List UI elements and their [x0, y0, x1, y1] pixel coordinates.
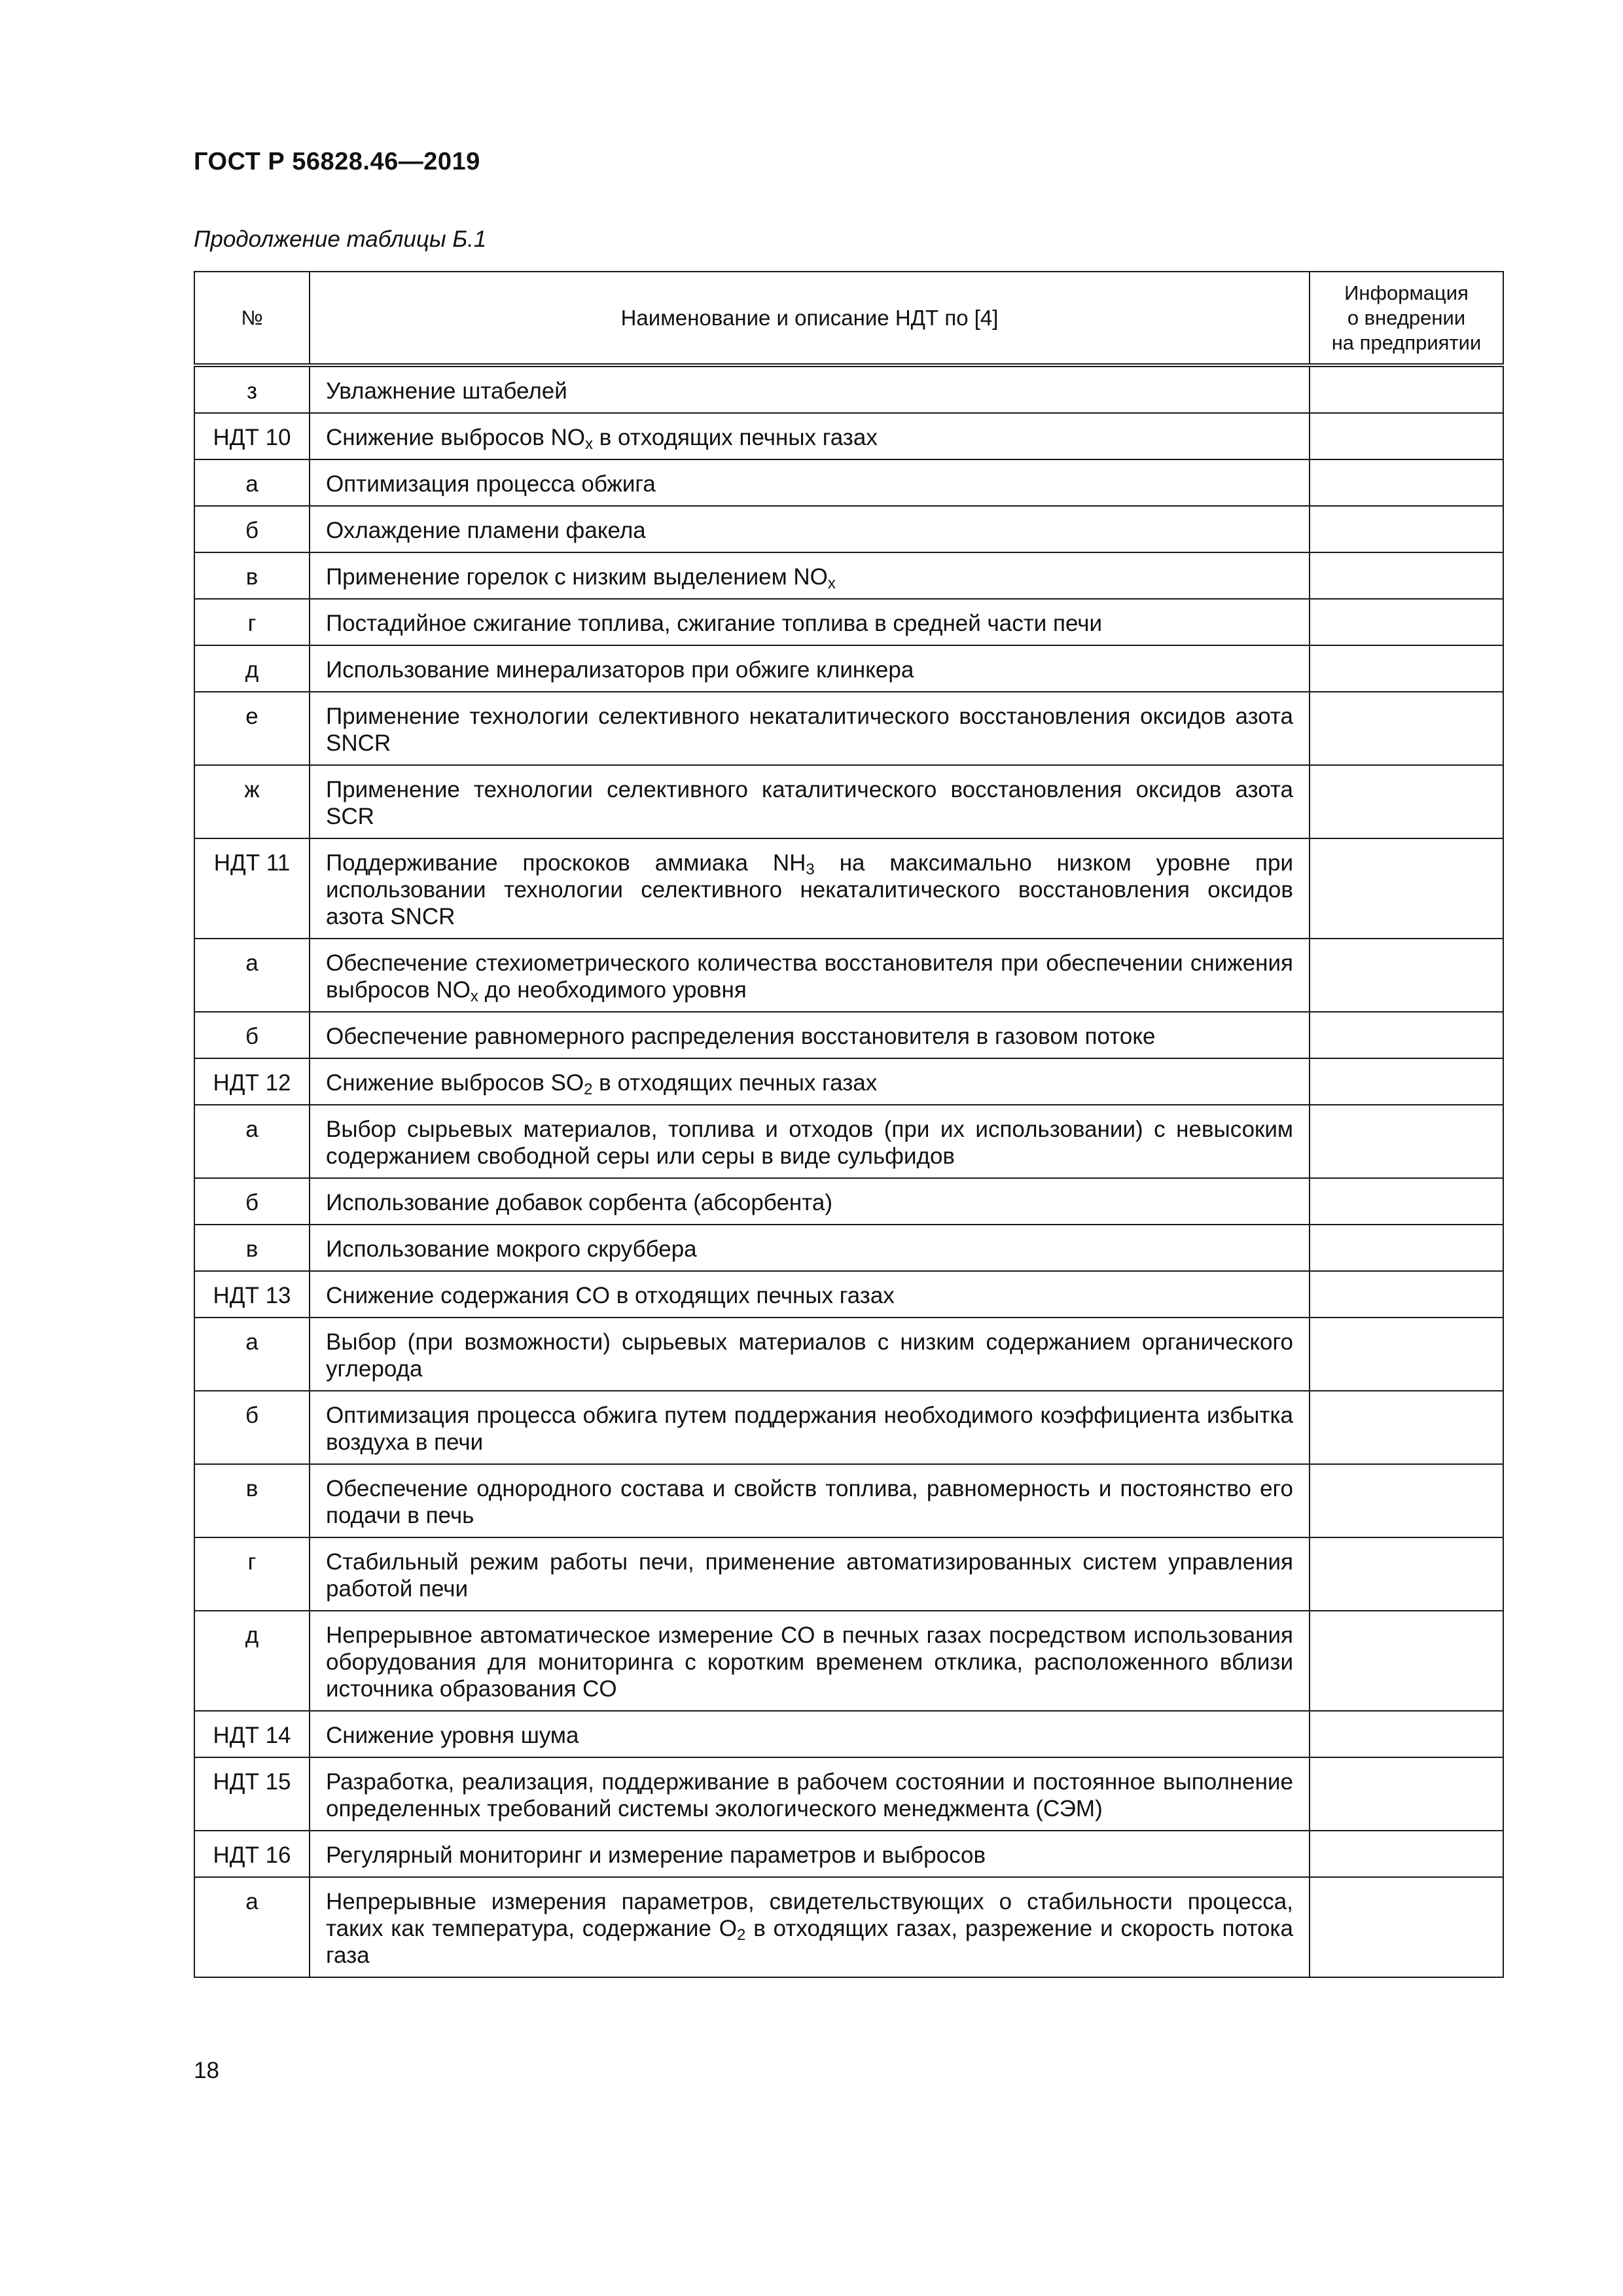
row-description-cell: [310, 1225, 1310, 1271]
row-description-cell: [310, 1711, 1310, 1757]
row-info-cell: [1310, 1271, 1503, 1318]
row-info-cell: [1310, 1877, 1503, 1977]
table-row: [194, 939, 1503, 1012]
description-text: Снижение уровня шума: [326, 1723, 579, 1748]
row-info-cell: [1310, 1611, 1503, 1711]
description-text: Охлаждение пламени факела: [326, 518, 646, 543]
description-text: Обеспечение однородного состава и свойств топлива, равномерность и постоянство его подачи в печь: [326, 1476, 1293, 1528]
row-info-cell: [1310, 1831, 1503, 1877]
table-row: [194, 765, 1503, 838]
row-info-cell: [1310, 1012, 1503, 1058]
description-text: Снижение выбросов NO: [326, 425, 586, 450]
row-info-cell: [1310, 1105, 1503, 1178]
row-description-cell: [310, 692, 1310, 765]
table-row: [194, 1058, 1503, 1105]
row-number-cell: НДТ 15: [194, 1757, 310, 1831]
subscript-text: 3: [806, 861, 815, 878]
row-description-cell: [310, 1012, 1310, 1058]
subscript-text: x: [470, 988, 478, 1005]
description-text: Снижение содержания CO в отходящих печных газах: [326, 1283, 895, 1308]
subscript-text: x: [585, 435, 594, 453]
row-description-cell: [310, 1105, 1310, 1178]
description-text: Оптимизация процесса обжига путем поддержания необходимого коэффициента избытка воздуха в печи: [326, 1403, 1293, 1455]
row-description-cell: [310, 599, 1310, 645]
description-text: Использование минерализаторов при обжиге клинкера: [326, 657, 914, 683]
row-description-cell: [310, 1757, 1310, 1831]
row-description-cell: [310, 939, 1310, 1012]
row-description-cell: [310, 1831, 1310, 1877]
table-row: [194, 645, 1503, 692]
table-row: [194, 1877, 1503, 1977]
row-info-cell: [1310, 1391, 1503, 1464]
table-row: [194, 459, 1503, 506]
row-info-cell: [1310, 1711, 1503, 1757]
row-number-cell: б: [194, 506, 310, 552]
row-description-cell: [310, 1537, 1310, 1611]
description-text: Непрерывные измерения параметров, свидетельствующих о стабильности процесса, таких как температура, содержание O: [326, 1889, 1293, 1941]
row-number-cell: НДТ 16: [194, 1831, 310, 1877]
table-row: [194, 1537, 1503, 1611]
row-description-cell: [310, 365, 1310, 413]
table-row: [194, 1225, 1503, 1271]
row-number-cell: НДТ 12: [194, 1058, 310, 1105]
table-row: [194, 1178, 1503, 1225]
row-number-cell: б: [194, 1178, 310, 1225]
description-text: на максимально низком уровне при использовании технологии селективного некаталитического восстановления оксидов азота SNCR: [326, 850, 1293, 929]
column-header-implementation-info: Информация о внедрении на предприятии: [1310, 272, 1503, 365]
row-info-cell: [1310, 1058, 1503, 1105]
description-text: Применение технологии селективного каталитического восстановления оксидов азота SCR: [326, 777, 1293, 829]
row-number-cell: а: [194, 459, 310, 506]
row-description-cell: [310, 1391, 1310, 1464]
row-info-cell: [1310, 413, 1503, 459]
row-description-cell: [310, 1178, 1310, 1225]
table-row: [194, 1831, 1503, 1877]
row-number-cell: г: [194, 1537, 310, 1611]
row-number-cell: д: [194, 645, 310, 692]
description-text: Использование мокрого скруббера: [326, 1236, 697, 1262]
description-text: до необходимого уровня: [478, 977, 747, 1003]
row-description-cell: [310, 459, 1310, 506]
description-text: в отходящих печных газах: [593, 425, 878, 450]
description-text: Постадийное сжигание топлива, сжигание топлива в средней части печи: [326, 611, 1103, 636]
row-number-cell: НДТ 13: [194, 1271, 310, 1318]
row-number-cell: в: [194, 552, 310, 599]
row-info-cell: [1310, 939, 1503, 1012]
description-text: Обеспечение стехиометрического количества восстановителя при обеспечении снижения выбросов NO: [326, 950, 1293, 1003]
description-text: в отходящих печных газах: [592, 1070, 878, 1096]
row-number-cell: ж: [194, 765, 310, 838]
description-text: Выбор сырьевых материалов, топлива и отходов (при их использовании) с невысоким содержанием свободной серы или серы в виде сульфидов: [326, 1117, 1293, 1169]
description-text: Непрерывное автоматическое измерение CO в печных газах посредством использования оборудования для мониторинга с коротким временем отклика, расположенного вблизи источника образования CO: [326, 1623, 1293, 1702]
row-number-cell: г: [194, 599, 310, 645]
row-info-cell: [1310, 1464, 1503, 1537]
document-code: ГОСТ Р 56828.46—2019: [194, 148, 480, 175]
row-number-cell: б: [194, 1391, 310, 1464]
table-header: [194, 272, 1503, 365]
row-info-cell: [1310, 1178, 1503, 1225]
description-text: Обеспечение равномерного распределения восстановителя в газовом потоке: [326, 1024, 1156, 1049]
description-text: Выбор (при возможности) сырьевых материалов с низким содержанием органического углерода: [326, 1329, 1293, 1382]
row-description-cell: [310, 645, 1310, 692]
subscript-text: 2: [584, 1081, 593, 1098]
table-row: [194, 1391, 1503, 1464]
row-description-cell: [310, 1611, 1310, 1711]
ndt-table: [194, 271, 1504, 1978]
row-info-cell: [1310, 692, 1503, 765]
table-row: [194, 1711, 1503, 1757]
row-description-cell: [310, 413, 1310, 459]
row-info-cell: [1310, 599, 1503, 645]
row-description-cell: [310, 838, 1310, 939]
row-number-cell: а: [194, 1877, 310, 1977]
table-row: [194, 692, 1503, 765]
row-description-cell: [310, 1318, 1310, 1391]
row-number-cell: а: [194, 1318, 310, 1391]
description-text: Применение горелок с низким выделением NO: [326, 564, 828, 590]
row-info-cell: [1310, 1537, 1503, 1611]
row-number-cell: в: [194, 1464, 310, 1537]
row-number-cell: з: [194, 365, 310, 413]
row-description-cell: [310, 1877, 1310, 1977]
row-description-cell: [310, 1058, 1310, 1105]
table-row: [194, 1105, 1503, 1178]
row-info-cell: [1310, 459, 1503, 506]
row-info-cell: [1310, 1757, 1503, 1831]
description-text: Стабильный режим работы печи, применение автоматизированных систем управления работой печи: [326, 1549, 1293, 1602]
description-text: Применение технологии селективного некаталитического восстановления оксидов азота SNCR: [326, 704, 1293, 756]
row-number-cell: НДТ 10: [194, 413, 310, 459]
row-info-cell: [1310, 838, 1503, 939]
table-row: [194, 1318, 1503, 1391]
row-description-cell: [310, 1271, 1310, 1318]
table-row: [194, 413, 1503, 459]
table-row: [194, 365, 1503, 413]
table-row: [194, 552, 1503, 599]
table-row: [194, 506, 1503, 552]
row-number-cell: б: [194, 1012, 310, 1058]
table-row: [194, 1611, 1503, 1711]
row-info-cell: [1310, 552, 1503, 599]
description-text: Регулярный мониторинг и измерение параметров и выбросов: [326, 1842, 986, 1868]
table-row: [194, 838, 1503, 939]
description-text: Разработка, реализация, поддерживание в рабочем состоянии и постоянное выполнение определенных требований системы экологического менеджмента (СЭМ): [326, 1769, 1293, 1821]
row-info-cell: [1310, 765, 1503, 838]
row-info-cell: [1310, 1225, 1503, 1271]
row-description-cell: [310, 1464, 1310, 1537]
column-header-description: Наименование и описание НДТ по [4]: [310, 272, 1310, 365]
description-text: Снижение выбросов SO: [326, 1070, 584, 1096]
row-number-cell: д: [194, 1611, 310, 1711]
row-info-cell: [1310, 506, 1503, 552]
row-number-cell: е: [194, 692, 310, 765]
subscript-text: x: [827, 575, 836, 592]
table-row: [194, 1271, 1503, 1318]
row-description-cell: [310, 506, 1310, 552]
row-number-cell: а: [194, 1105, 310, 1178]
row-description-cell: [310, 552, 1310, 599]
description-text: Использование добавок сорбента (абсорбента): [326, 1190, 833, 1215]
table-row: [194, 1757, 1503, 1831]
table-caption: Продолжение таблицы Б.1: [194, 226, 487, 252]
row-number-cell: в: [194, 1225, 310, 1271]
table-body: [194, 365, 1503, 1977]
row-info-cell: [1310, 1318, 1503, 1391]
page-number: 18: [194, 2058, 219, 2083]
table-row: [194, 1012, 1503, 1058]
row-info-cell: [1310, 645, 1503, 692]
description-text: Увлажнение штабелей: [326, 378, 567, 404]
row-info-cell: [1310, 365, 1503, 413]
description-text: Оптимизация процесса обжига: [326, 471, 656, 497]
column-header-number: №: [194, 272, 310, 365]
subscript-text: 2: [737, 1926, 746, 1944]
row-description-cell: [310, 765, 1310, 838]
row-number-cell: НДТ 11: [194, 838, 310, 939]
table-row: [194, 599, 1503, 645]
description-text: в отходящих газах, разрежение и скорость потока газа: [326, 1916, 1293, 1968]
description-text: Поддерживание проскоков аммиака NH: [326, 850, 806, 876]
row-number-cell: а: [194, 939, 310, 1012]
row-number-cell: НДТ 14: [194, 1711, 310, 1757]
table-row: [194, 1464, 1503, 1537]
